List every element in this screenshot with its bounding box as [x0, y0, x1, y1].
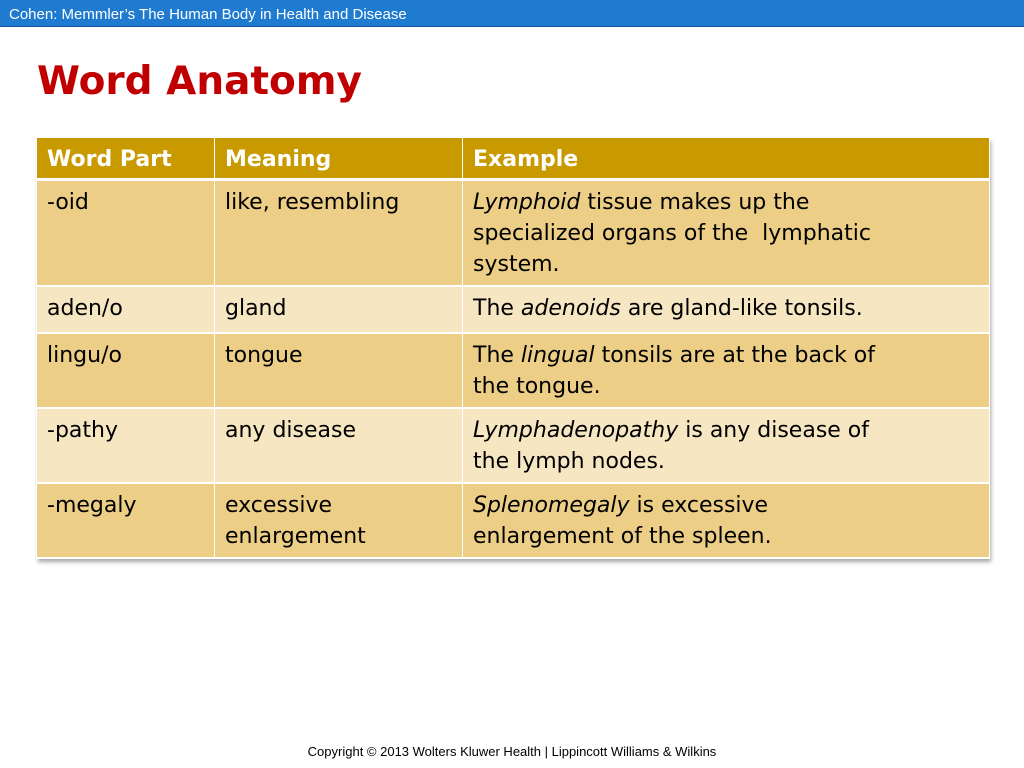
column-header-word-part: Word Part [37, 138, 215, 179]
example-line [473, 293, 979, 324]
table-row [37, 333, 990, 408]
example-term: Lymphadenopathy [473, 417, 679, 443]
example-text: tissue makes up the [580, 189, 810, 215]
meaning-cell [215, 408, 463, 483]
meaning-line: tongue [225, 342, 303, 368]
example-text: is any disease of [678, 417, 870, 443]
example-line [473, 415, 979, 446]
example-text: is excessive [629, 492, 769, 518]
column-header-example: Example [463, 138, 990, 179]
example-term: Lymphoid [473, 189, 581, 215]
example-cell [463, 179, 990, 286]
example-line: specialized organs of the lymphatic [473, 220, 871, 246]
table-row [37, 179, 990, 286]
word-part-cell: -megaly [37, 483, 215, 558]
example-line: the lymph nodes. [473, 448, 665, 474]
example-cell [463, 286, 990, 333]
meaning-line: like, resembling [225, 189, 400, 215]
word-part-cell: lingu/o [37, 333, 215, 408]
meaning-line: enlargement [225, 523, 366, 549]
example-line [473, 490, 979, 521]
example-cell [463, 483, 990, 558]
table-row [37, 408, 990, 483]
table-row [37, 286, 990, 333]
example-text: are gland-like tonsils. [620, 295, 863, 321]
meaning-cell [215, 333, 463, 408]
meaning-line: excessive [225, 492, 333, 518]
example-term: Splenomegaly [473, 492, 630, 518]
copyright-text: Copyright © 2013 Wolters Kluwer Health | Lippincott Williams & Wilkins [307, 744, 717, 759]
table-row [37, 483, 990, 558]
table-header-row [37, 138, 990, 179]
word-part-cell: aden/o [37, 286, 215, 333]
example-prefix: The [473, 342, 521, 368]
example-line [473, 187, 979, 218]
top-banner [0, 0, 1024, 27]
word-anatomy-table [36, 138, 989, 559]
word-part-cell: -pathy [37, 408, 215, 483]
slide-title: Word Anatomy [37, 59, 362, 104]
footer [0, 744, 1024, 759]
meaning-cell [215, 179, 463, 286]
meaning-cell [215, 286, 463, 333]
example-line: enlargement of the spleen. [473, 523, 772, 549]
column-header-meaning: Meaning [215, 138, 463, 179]
word-part-cell: -oid [37, 179, 215, 286]
example-text: tonsils are at the back of [594, 342, 876, 368]
meaning-cell [215, 483, 463, 558]
example-line: system. [473, 251, 560, 277]
example-term: lingual [520, 342, 595, 368]
example-cell [463, 333, 990, 408]
example-line [473, 340, 979, 371]
book-title: Cohen: Memmler’s The Human Body in Health and Disease [9, 6, 407, 23]
meaning-line: any disease [225, 417, 356, 443]
example-cell [463, 408, 990, 483]
example-term: adenoids [520, 295, 621, 321]
example-prefix: The [473, 295, 521, 321]
meaning-line: gland [225, 295, 287, 321]
example-line: the tongue. [473, 373, 601, 399]
